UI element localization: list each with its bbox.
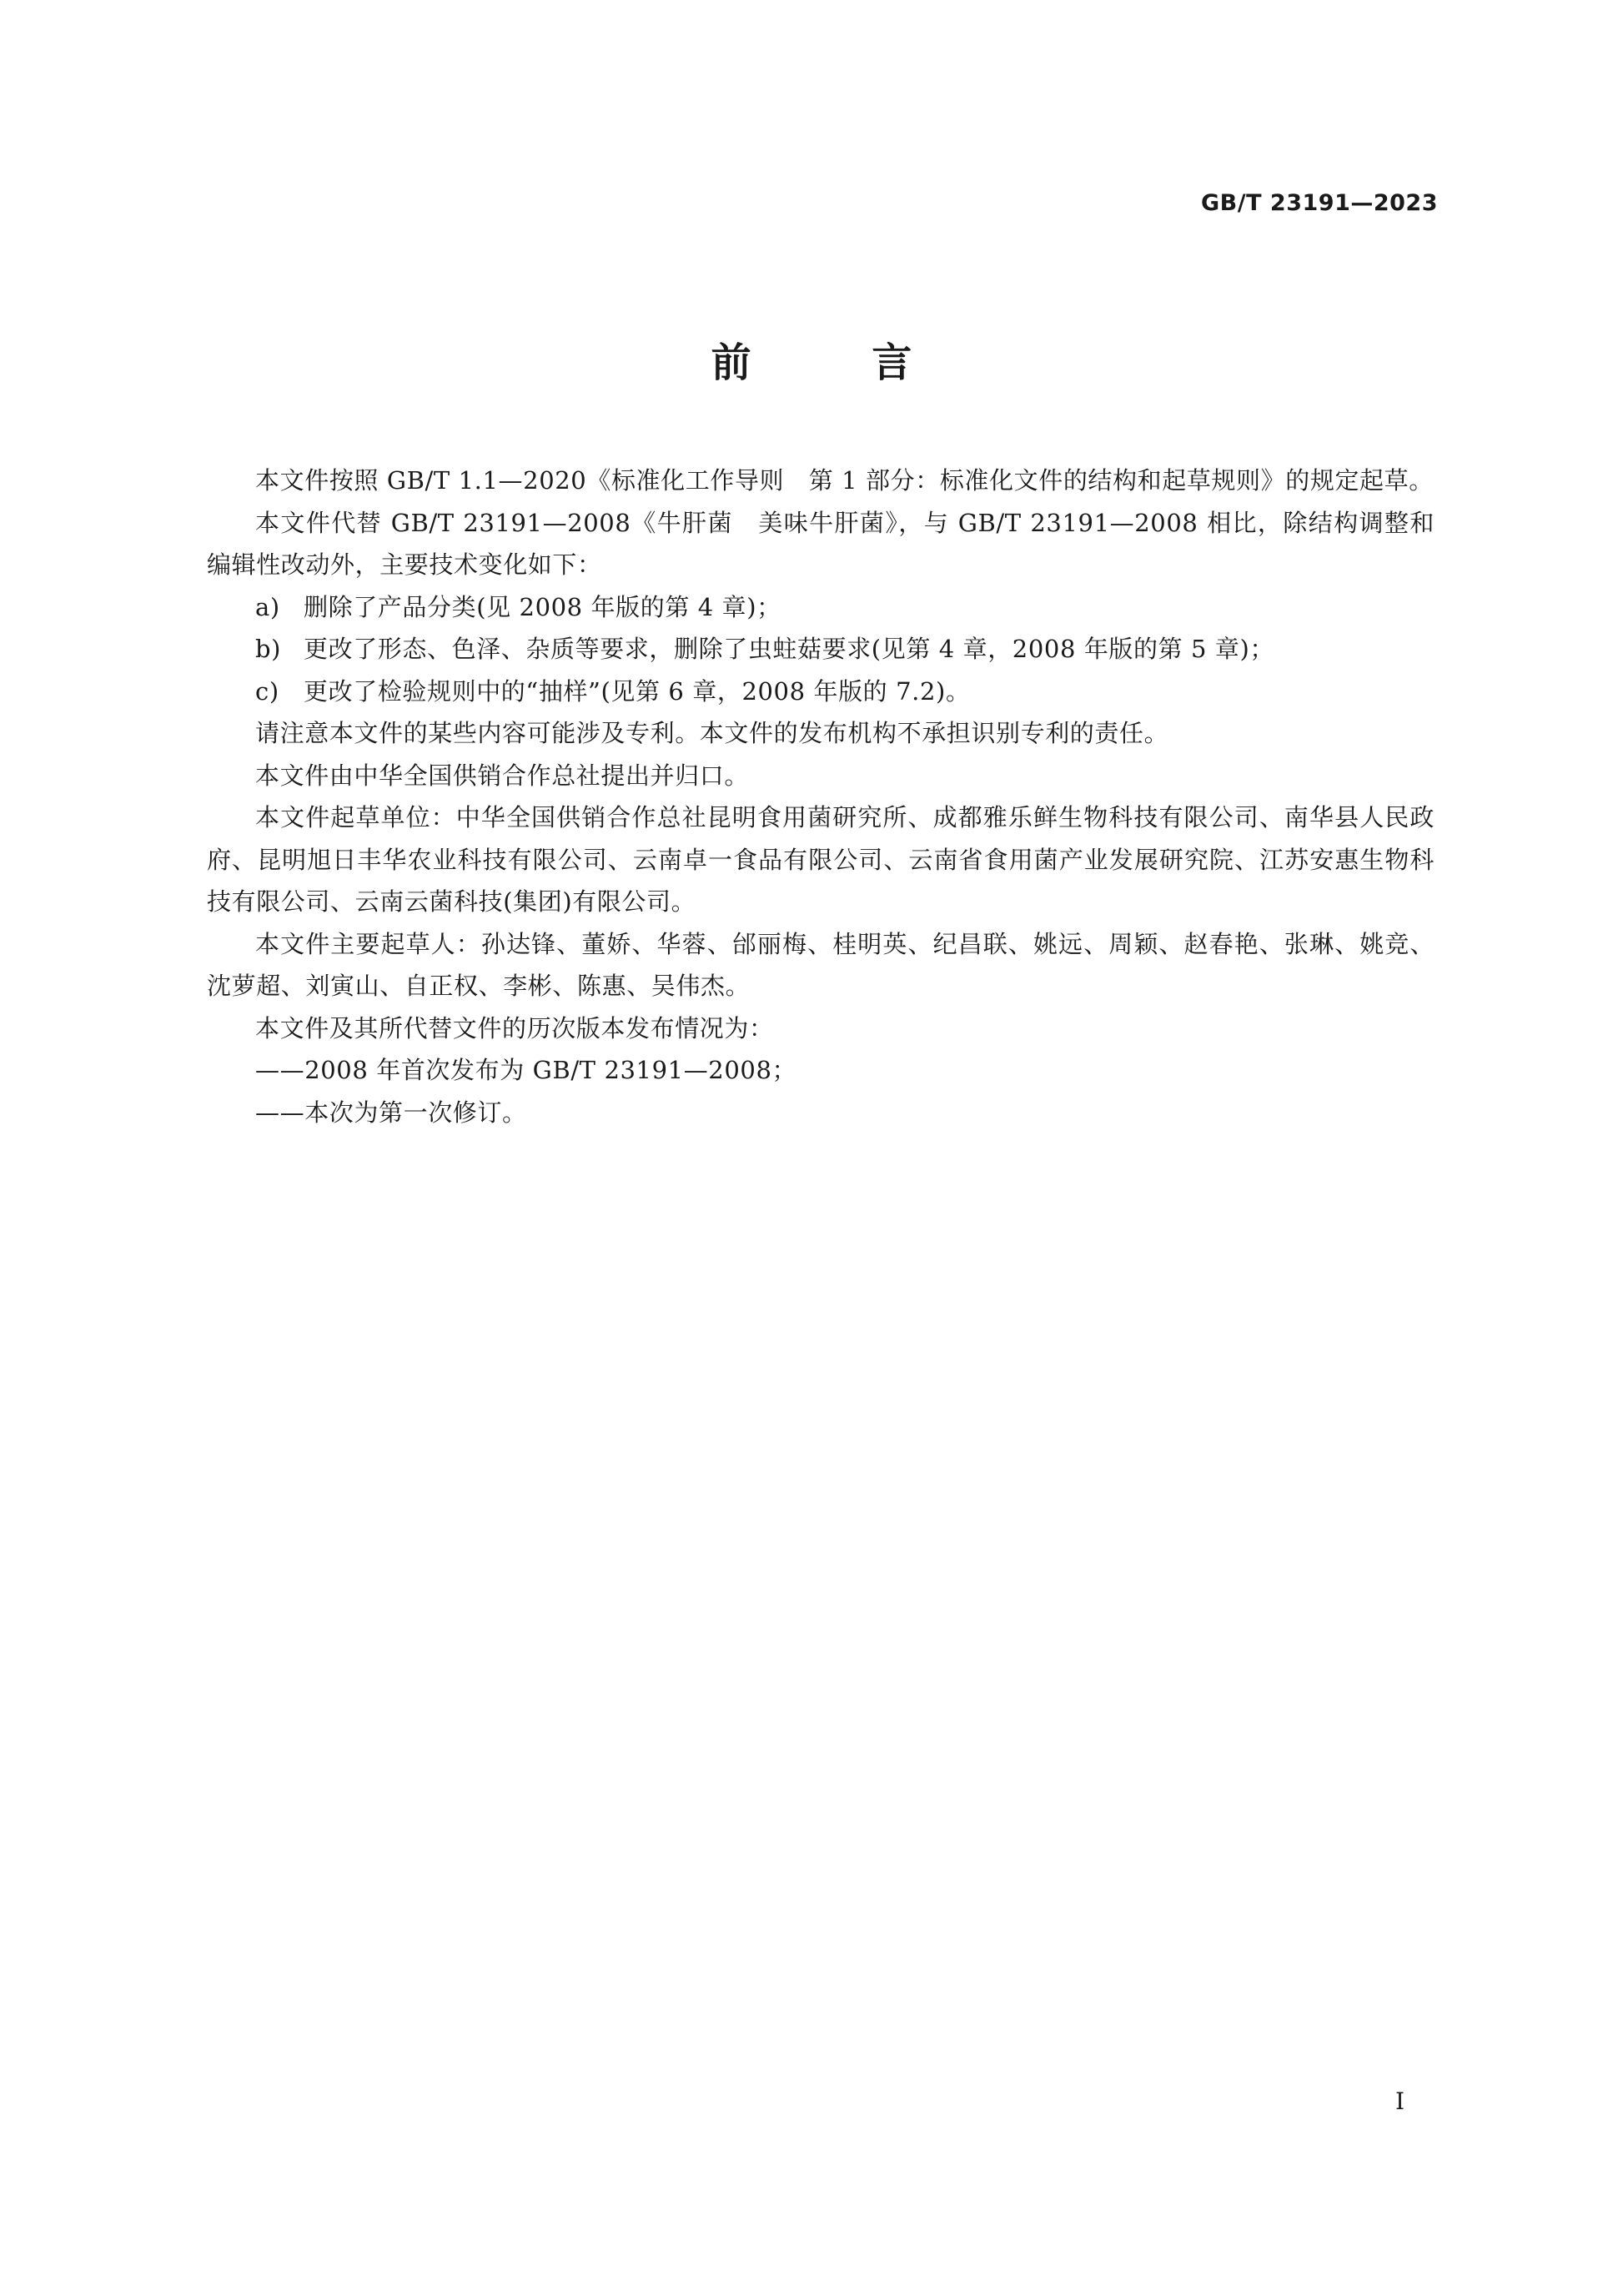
list-item (207, 628, 1435, 671)
list-item (207, 586, 1435, 629)
list-item (207, 671, 1435, 713)
list-item-text: 更改了检验规则中的“抽样”(见第 6 章，2008 年版的 7.2)。 (304, 676, 971, 706)
foreword-body (207, 460, 1435, 1133)
list-item-text: 更改了形态、色泽、杂质等要求，删除了虫蛀菇要求(见第 4 章，2008 年版的第 5 章)； (304, 635, 1275, 663)
paragraph-drafting-units: 本文件起草单位：中华全国供销合作总社昆明食用菌研究所、成都雅乐鲜生物科技有限公司、南华县人民政府、昆明旭日丰华农业科技有限公司、云南卓一食品有限公司、云南省食用菌产业发展研究院、江苏安惠生物科技有限公司、云南云菌科技(集团)有限公司。 (207, 803, 1435, 916)
paragraph-history-intro: 本文件及其所代替文件的历次版本发布情况为： (255, 1013, 774, 1042)
list-marker: c) (255, 676, 279, 706)
paragraph-proposer: 本文件由中华全国供销合作总社提出并归口。 (255, 761, 750, 790)
list-item-text: 删除了产品分类(见 2008 年版的第 4 章)； (304, 592, 781, 621)
paragraph-drafting-rules: 本文件按照 GB/T 1.1—2020《标准化工作导则 第 1 部分：标准化文件的结构和起草规则》的规定起草。 (255, 466, 1434, 495)
paragraph-replacement: 本文件代替 GB/T 23191—2008《牛肝菌 美味牛肝菌》，与 GB/T 23191—2008 相比，除结构调整和编辑性改动外，主要技术变化如下： (207, 508, 1435, 579)
paragraph-drafters: 本文件主要起草人：孙达锋、董娇、华蓉、邰丽梅、桂明英、纪昌联、姚远、周颖、赵春艳、张琳、姚竞、沈萝超、刘寅山、自正权、李彬、陈惠、吴伟杰。 (207, 929, 1435, 1000)
history-item: ——本次为第一次修订。 (255, 1098, 527, 1127)
list-marker: b) (255, 635, 282, 663)
page-number: I (1394, 2088, 1404, 2115)
paragraph-patent-notice: 请注意本文件的某些内容可能涉及专利。本文件的发布机构不承担识别专利的责任。 (255, 719, 1169, 747)
page-title: 前 言 (711, 339, 966, 386)
list-marker: a) (255, 592, 280, 621)
history-item: ——2008 年首次发布为 GB/T 23191—2008； (255, 1056, 797, 1084)
standard-code: GB/T 23191—2023 (1201, 190, 1438, 216)
